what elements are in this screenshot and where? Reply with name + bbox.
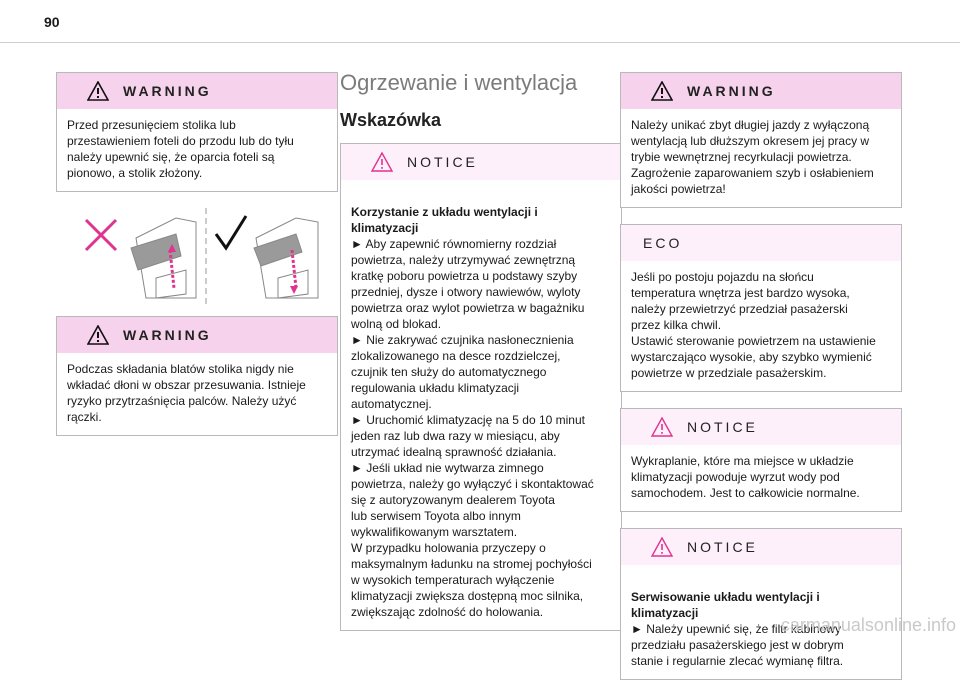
table-seat-illustration [56,208,338,304]
notice-label: NOTICE [687,419,758,435]
notice-text: ► Należy upewnić się, że filtr kabinowy przedziału pasażerskiego jest w dobrym stanie i regularnie zlecać wymianę filtra. [631,622,844,668]
watermark: carmanualsonline.info [780,615,956,635]
notice-triangle-icon [371,152,393,172]
eco-header [621,225,901,261]
correct-check-icon [216,216,246,248]
warning-triangle-icon [87,81,109,101]
middle-column [340,70,622,647]
warning-box-recirculation [620,72,902,208]
warning-text: Przed przesunięciem stolika lub przestawieniem foteli do przodu lub do tyłu należy upewnić się, że oparcia foteli są pionowo, a stolik złożony. [67,118,294,180]
warning-label: WARNING [687,83,776,99]
eco-box [620,224,902,392]
notice-box-ventilation [340,143,622,631]
warning-header [57,73,337,109]
table-folding-illustration [56,208,338,304]
notice-heading: Korzystanie z układu wentylacji i klimatyzacji [351,205,538,235]
top-divider [0,42,960,43]
notice-triangle-icon [651,537,673,557]
warning-header [57,317,337,353]
warning-box-seats [56,72,338,192]
notice-box-condensation [620,408,902,512]
notice-triangle-icon [651,417,673,437]
notice-header [621,529,901,565]
eco-label: ECO [643,235,683,251]
notice-header [341,144,621,180]
notice-body [341,180,621,630]
notice-box-service [620,528,902,680]
notice-text: ► Aby zapewnić równomierny rozdział powietrza, należy utrzymywać zewnętrzną kratkę poboru powietrza u podstawy szyby przedniej, dysze i otwory nawiewów, wyloty powietrza oraz wylot powietrza w bagażniku wolną od blokad. ► Nie zakrywać czujnika nasłonecznienia zlokalizowanego na desce rozdzielczej, czujnik ten służy do automatycznego regulowania układu klimatyzacji automatycznej. ► Uruchomić klimatyzację na 5 do 10 minut jeden raz lub dwa razy w miesiącu, aby utrzymać idealną sprawność działania. ► Jeśli układ nie wytwarza zimnego powietrza, należy go wyłączyć i skontaktować się z autoryzowanym dealerem Toyota lub serwisem Toyota albo innym wykwalifikowanym warsztatem. W przypadku holowania przyczepy o maksymalnym ładunku na stromej pochyłości w wysokich temperaturach wyłączenie klimatyzacji zwiększa dostępną moc silnika, zwiększając zdolność do holowania. [351,237,594,619]
warning-triangle-icon [651,81,673,101]
section-title: Ogrzewanie i wentylacja [340,70,578,95]
warning-text: Należy unikać zbyt długiej jazdy z wyłączoną wentylacją lub dłuższym okresem jej pracy w trybie wewnętrznej recyrkulacji powietrza. Zagrożenie zaparowaniem szyb i osłabieniem jakości powietrza! [631,118,874,196]
notice-heading: Serwisowanie układu wentylacji i klimatyzacji [631,590,820,620]
left-column [56,72,338,452]
notice-label: NOTICE [687,539,758,555]
eco-text: Jeśli po postoju pojazdu na słońcu temperatura wnętrza jest bardzo wysoka, należy przewietrzyć przedział pasażerski przez kilka chwil. Ustawić sterowanie powietrzem na ustawienie wystarczająco wysokie, aby szybko wymienić powietrze w przedziale pasażerskim. [631,270,876,380]
right-column [620,72,902,696]
notice-label: NOTICE [407,154,478,170]
wrong-cross-icon [86,220,116,250]
warning-label: WARNING [123,327,212,343]
warning-triangle-icon [87,325,109,345]
notice-text: Wykraplanie, które ma miejsce w układzie klimatyzacji powoduje wyrzut wody pod samochodem. Jest to całkowicie normalne. [631,454,860,500]
warning-text: Podczas składania blatów stolika nigdy nie wkładać dłoni w obszar przesuwania. Istnieje ryzyko przytrzaśnięcia palców. Należy użyć rączki. [67,362,306,424]
warning-box-fingers [56,316,338,436]
page-number: 90 [44,14,60,30]
warning-label: WARNING [123,83,212,99]
subsection-title: Wskazówka [340,110,442,130]
notice-header [621,409,901,445]
warning-header [621,73,901,109]
